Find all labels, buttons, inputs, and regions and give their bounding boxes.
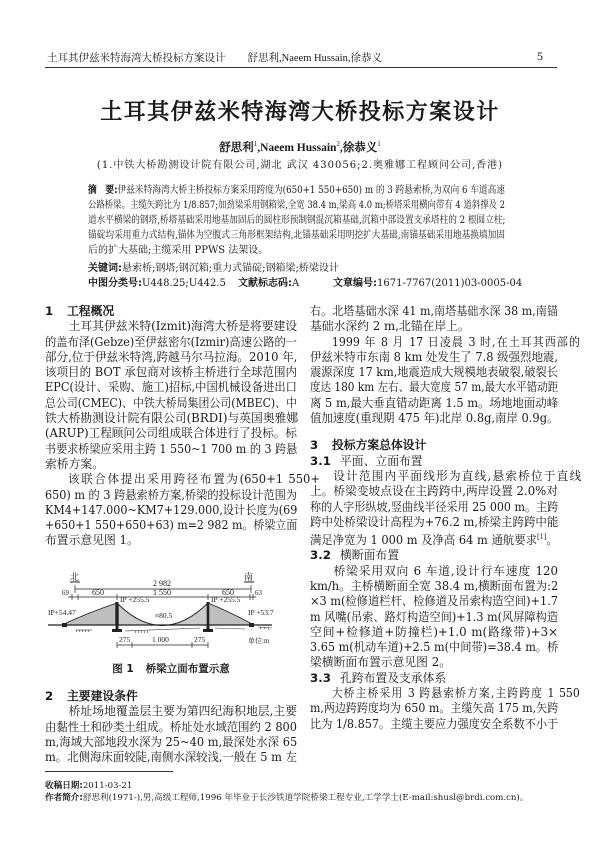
paragraph-line: 书要求桥梁应采用主跨 1 550~1 700 m 的 3 跨悬 xyxy=(45,441,298,456)
running-head-title: 土耳其伊兹米特海湾大桥投标方案设计 xyxy=(47,52,226,64)
paragraph-line: 右。北塔基础水深 41 m,南塔基础水深 38 m,南锚 xyxy=(310,304,558,318)
paragraph-line: 1999 年 8 月 17 日凌晨 3 时,在土耳其西部的 xyxy=(331,334,580,349)
doc-code-label: 文献标志码: xyxy=(238,278,292,289)
right-column xyxy=(310,304,582,732)
paragraph xyxy=(45,472,321,548)
paragraph-line: 650) m 的 3 跨悬索桥方案,桥梁的投标设计范围为 xyxy=(45,487,298,502)
elevation-midspan: ≈80.5 xyxy=(155,611,173,620)
paragraph-line: 3.65 m(机动车道)+2.5 m(中间带)=38.4 m。桥 xyxy=(310,640,559,655)
abstract-line: 道水平横梁的钢塔,桥塔基础采用地基加固后的圆柱形预制钢混沉箱基础,沉箱中部设置支承塔柱的 2 根圆立柱; xyxy=(88,215,506,226)
author-affil-mark: 2 xyxy=(336,140,340,149)
paragraph xyxy=(310,468,582,530)
bottom-dim-label: 1 000 xyxy=(152,635,169,644)
paragraph-line: 梁横断面布置示意见图 2。 xyxy=(310,655,452,670)
paragraph-line: 布置示意见图 1。 xyxy=(45,533,139,548)
subsection-heading-3-2: 3.2 横断面布置 xyxy=(310,548,399,563)
left-column-bottom xyxy=(45,689,297,765)
citation-ref[interactable]: [1] xyxy=(536,533,547,542)
paragraph xyxy=(310,686,580,732)
author-name: ,Naeem Hussain xyxy=(257,142,337,154)
abstract-line: 后的扩大基础;主缆采用 PPWS 法架设。 xyxy=(88,245,269,256)
paragraph-line: EPC(设计、采购、施工)招标,中国机械设备进出口 xyxy=(45,380,297,395)
paragraph xyxy=(310,564,558,671)
unit-label: 单位:m xyxy=(248,637,270,645)
side-span-hanger-fill xyxy=(208,603,252,625)
classification xyxy=(88,274,522,289)
abstract-label: 摘 要: xyxy=(88,185,118,196)
header-rule xyxy=(45,67,557,68)
paragraph-line: 震源深度 17 km,地震造成大规模地表破裂,破裂长 xyxy=(310,365,558,380)
paragraph-line: 跨中处桥梁设计高程为+76.2 m,桥梁主跨跨中能 xyxy=(310,514,559,529)
paragraph xyxy=(310,304,558,335)
clc-value: U448.25;U442.5 xyxy=(142,278,226,289)
paragraph-line: 设计范围内平面线形为直线,悬索桥位于直线 xyxy=(333,468,582,483)
section-heading-1: 1 工程概况 xyxy=(45,304,115,318)
bottom-dim-label: 275 xyxy=(119,635,131,644)
author-list xyxy=(0,139,600,155)
paper-title: 土耳其伊兹米特海湾大桥投标方案设计 xyxy=(100,100,500,125)
span-label: 63 xyxy=(255,589,262,597)
footnote-author-bio: 作者简介:舒思利(1971-),男,高级工程师,1996 年毕业于长沙铁道学院桥梁工程专业,工学学士(E-mail:shusl@brdi.com.cn)。 xyxy=(45,793,529,803)
footnote-rule xyxy=(45,771,173,772)
paragraph-line: 伊兹米特市东南 8 km 处发生了 7.8 级强烈地震, xyxy=(310,349,558,364)
footnote-received: 收稿日期:2011-03-21 xyxy=(45,781,133,791)
paragraph-line: 基础水深约 2 m,北锚在岸上。 xyxy=(310,319,470,334)
paragraph-line: 上。桥梁变坡点设在主跨跨中,两岸设置 2.0%对 xyxy=(310,484,558,499)
article-no-value: 1671-7767(2011)03-0005-04 xyxy=(377,278,523,289)
bottom-dim-label: 275 xyxy=(194,635,206,644)
south-anchorage xyxy=(249,623,254,627)
paragraph-line: m 风嘴(吊索、路灯构造空间)+1.3 m(风屏障构造 xyxy=(310,609,559,624)
paragraph-line: 离 5 m,最大垂直错动距离 1.5 m。场地地面动峰 xyxy=(310,395,559,410)
paragraph-line: 值加速度(重现期 475 年)北岸 0.8g,南岸 0.9g。 xyxy=(310,411,559,426)
paragraph-line: 大桥主桥采用 3 跨悬索桥方案,主跨跨度 1 550 xyxy=(331,686,580,701)
span-label: 69 xyxy=(62,589,69,597)
paragraph-line: 索桥方案。 xyxy=(45,456,104,471)
abstract-line: 摘 要:伊兹米特海湾大桥主桥投标方案采用跨度为(650+1 550+650) m 的 3 跨悬索桥,为双向 6 车道高速 xyxy=(88,185,505,196)
elevation-north-anchor: IP+54.47 xyxy=(48,608,76,617)
paragraph-line: 比为 1/8.857。主缆主要应力强度安全系数不小于 xyxy=(310,716,559,731)
south-tower-foundation xyxy=(203,629,213,632)
affiliation: (1.中铁大桥勘测设计院有限公司,湖北 武汉 430056;2.奥雅娜工程顾问公司,香港) xyxy=(96,160,504,171)
paragraph-line: (ARUP)工程顾问公司组成联合体进行了投标。标 xyxy=(45,426,297,441)
seabed-ground-lines xyxy=(76,627,272,633)
paragraph-line: m。北侧海床面较陡,南侧水深较浅,一般在 5 m 左 xyxy=(45,750,297,765)
abstract xyxy=(88,183,505,258)
paragraph xyxy=(45,319,297,472)
paragraph-line: 总公司(CMEC)、中铁大桥局集团公司(MBEC)、中 xyxy=(45,395,297,410)
running-head-authors: 舒思利,Naeem Hussain,徐恭义 xyxy=(247,53,382,64)
clc-label: 中图分类号: xyxy=(88,278,142,289)
north-tower-foundation xyxy=(112,629,122,632)
paragraph-line: 该联合体提出采用跨径布置为(650+1 550+ xyxy=(68,472,321,487)
author-name: 舒思利 xyxy=(219,142,254,154)
total-length-label: 2 982 xyxy=(153,579,171,588)
figure-caption: 图 1 桥梁立面布置示意 xyxy=(112,663,230,675)
north-anchorage xyxy=(62,623,67,627)
paragraph-line: 铁大桥勘测设计院有限公司(BRDI)与英国奥雅娜 xyxy=(45,411,299,426)
author-affil-mark: 1 xyxy=(253,140,258,149)
paragraph-line: 土耳其伊兹米特(Izmit)海湾大桥是将要建设 xyxy=(68,319,298,334)
north-tower xyxy=(116,602,119,631)
article-no-label: 文章编号: xyxy=(333,278,377,289)
section-heading-3: 3 投标方案总体设计 xyxy=(310,438,427,453)
paragraph-line: 桥址场地覆盖层主要为第四纪海积地层,主要 xyxy=(68,704,297,719)
running-head xyxy=(47,50,382,65)
paragraph-line: 该项目的 BOT 承包商对该桥主桥进行全球范围内 xyxy=(45,365,298,380)
paragraph xyxy=(45,704,297,765)
paragraph-line: m,海域大部地段水深为 25~40 m,最深处水深 65 xyxy=(45,734,298,749)
keywords xyxy=(88,259,339,274)
north-label: 北 xyxy=(70,572,80,582)
paragraph-line: +650+1 550+650+63) m=2 982 m。桥梁立面 xyxy=(45,518,298,533)
left-column-top xyxy=(45,304,321,549)
paragraph-line: 空间+检修道+防撞栏)+1.0 m(路缘带)+3× xyxy=(310,624,558,639)
paragraph-line: m,两边跨跨度均为 650 m。主缆矢高 175 m,矢跨 xyxy=(310,701,559,716)
elevation-south-tower: IP +255.5 xyxy=(211,595,241,604)
span-label: 650 xyxy=(92,588,104,597)
paragraph-line: KM4+147.000~KM7+129.000,设计长度为(69 xyxy=(45,502,298,517)
abstract-line: 锚碇均采用重力式结构,锚体为空腹式三角形框架结构,北锚基础采用明挖扩大基础,南锚基础采用地基换填加固 xyxy=(88,230,505,241)
page-number: 5 xyxy=(537,49,543,63)
paragraph-line: 度达 180 km 左右、最大宽度 57 m,最大水平错动距 xyxy=(310,380,559,395)
paragraph-line: km/h。主桥横断面全宽 38.4 m,横断面布置为:2 xyxy=(310,578,559,593)
paragraph-line: 部分,位于伊兹米特湾,跨越马尔马拉海。2010 年, xyxy=(45,349,298,364)
doc-code-value: A xyxy=(292,278,300,289)
paragraph-line: 由黏性土和砂类土组成。桥址处水域范围约 2 800 xyxy=(45,719,297,734)
section-heading-2: 2 主要建设条件 xyxy=(45,689,138,703)
abstract-line: 公路桥梁。主缆矢跨比为 1/8.857;加劲梁采用钢箱梁,全宽 38.4 m,梁高 4.0 m;桥塔采用横向带有 4 道斜撑及 2 xyxy=(88,200,505,211)
paragraph-line: 的盖布泽(Gebze)至伊兹密尔(Izmir)高速公路的一 xyxy=(45,334,297,349)
keywords-label: 关键词: xyxy=(88,263,122,274)
elevation-south-anchor: IP +53.7 xyxy=(248,608,274,617)
bridge-elevation-figure xyxy=(40,570,302,658)
paragraph-line: 满足净宽为 1 000 m 及净高 64 m 通航要求[1]。 xyxy=(310,533,558,548)
paragraph-line: ×3 m(检修道栏杆、检修道及吊索构造空间)+1.7 xyxy=(310,594,558,609)
author-name: ,徐恭义 xyxy=(339,142,378,154)
author-affil-mark: 1 xyxy=(377,140,381,149)
paragraph-line: 桥梁采用双向 6 车道,设计行车速度 120 xyxy=(333,563,558,578)
elevation-north-tower: IP +255.5 xyxy=(120,595,150,604)
span-label: 1 550 xyxy=(153,588,171,597)
subsection-heading-3-1: 3.1 平面、立面布置 xyxy=(310,453,423,468)
paragraph xyxy=(310,334,580,427)
keywords-value: 悬索桥;钢塔;钢沉箱;重力式锚碇;钢箱梁;桥梁设计 xyxy=(122,263,339,274)
paragraph-line: 称的人字形纵坡,竖曲线半径采用 25 000 m。主跨 xyxy=(310,499,559,514)
south-tower xyxy=(207,602,210,631)
span-label: 650 xyxy=(222,588,234,597)
subsection-heading-3-3: 3.3 孔跨布置及支承体系 xyxy=(310,670,447,685)
south-label: 南 xyxy=(244,572,254,582)
